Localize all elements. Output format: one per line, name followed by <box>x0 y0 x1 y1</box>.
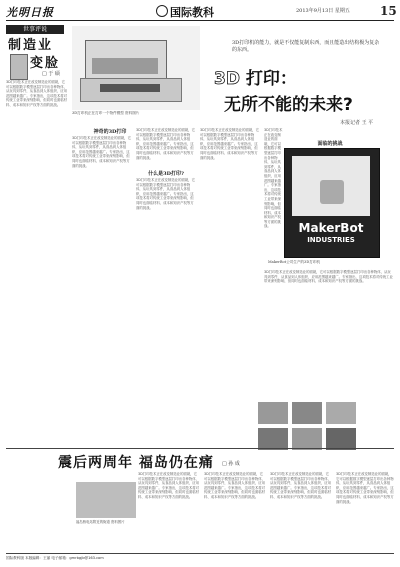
feature-byline: 本报记者 王 平 <box>340 120 374 126</box>
bottom-story-col4: 3D打印技术正在改变制造业的面貌，它可以根据数字模型逐层打印出各种物体，从玩具到零件，从食品到人体组织，应用范围越来越广。专家指出，这项技术将对传统工业带来深刻影响，但同时也面临材料、成本和知识产权等方面的挑战。 <box>336 472 394 504</box>
headline-rest-text: 打印： <box>245 69 297 89</box>
globe-icon <box>156 5 168 17</box>
feature-body-col2-top: 3D打印技术正在改变制造业的面貌，它可以根据数字模型逐层打印出各种物体，从玩具到零件，从食品到人体组织，应用范围越来越广。专家指出，这项技术将对传统工业带来深刻影响，但同时也面临材料、成本和知识产权等方面的挑战。 <box>136 128 196 160</box>
feature-headline-line2: 无所不能的未来? <box>224 95 353 115</box>
date-line: 2013年9月13日 星期五 <box>296 8 350 14</box>
tile-photo-1 <box>258 402 288 424</box>
headline-3d-text: 3D <box>214 69 240 89</box>
page-footer: 国际教科版 本版编辑：王丽 电子邮箱：gmrbgjb@163.com <box>6 556 104 560</box>
tile-photo-3 <box>326 402 356 424</box>
makerbot-label-2: INDUSTRIES <box>307 236 355 244</box>
bottom-story-col2: 3D打印技术正在改变制造业的面貌，它可以根据数字模型逐层打印出各种物体，从玩具到零件，从食品到人体组织，应用范围越来越广。专家指出，这项技术将对传统工业带来深刻影响，但同时也面临材料、成本和知识产权等方面的挑战。 <box>204 472 266 499</box>
column-kicker: 世事评说 <box>6 25 64 34</box>
feature-body-col4: 3D打印技术正在改变制造业的面貌，它可以根据数字模型逐层打印出各种物体，从玩具到零件，从食品到人体组织，应用范围越来越广。专家指出，这项技术将对传统工业带来深刻影响，但同时也面临材料、成本和知识产权等方面的挑战。 <box>264 270 393 284</box>
subhead-1: 神奇的3D打印 <box>93 129 127 135</box>
printer-front-shape <box>92 58 158 74</box>
column-title-line1: 制造业 <box>8 38 54 53</box>
bottom-story-photo-caption: 福岛核电站附近的街道 资料图片 <box>76 520 125 524</box>
makerbot-label-1: MakerBot <box>298 221 364 235</box>
makerbot-object <box>320 180 344 204</box>
author-portrait <box>10 54 28 80</box>
masthead <box>6 4 397 20</box>
newspaper-logo: 光明日报 <box>6 6 54 19</box>
tile-photo-2 <box>292 402 322 424</box>
masthead-rule <box>6 20 394 21</box>
bottom-story-rule <box>6 448 394 449</box>
bottom-story-headline: 震后两周年 福岛仍在痛 <box>58 455 214 471</box>
column-author: □ 于 硕 <box>42 71 60 77</box>
tile-photo-strip <box>258 402 394 450</box>
feature-body-col1: 3D打印技术正在改变制造业的面貌，它可以根据数字模型逐层打印出各种物体，从玩具到零件，从食品到人体组织，应用范围越来越广。专家指出，这项技术将对传统工业带来深刻影响，但同时也面临材料、成本和知识产权等方面的挑战。 <box>72 136 132 168</box>
section-title <box>156 4 214 20</box>
column-title-line2: 变脸 <box>30 56 61 71</box>
page-number: 15 <box>380 4 397 18</box>
subhead-2: 什么是3D打印? <box>148 171 184 177</box>
subhead-3: 面临的挑战 <box>317 141 343 147</box>
footer-rule <box>6 553 394 554</box>
bottom-story-col3: 3D打印技术正在改变制造业的面貌，它可以根据数字模型逐层打印出各种物体，从玩具到零件，从食品到人体组织，应用范围越来越广。专家指出，这项技术将对传统工业带来深刻影响，但同时也面临材料、成本和知识产权等方面的挑战。 <box>270 472 332 499</box>
tile-photo-6 <box>326 428 356 450</box>
feature-headline-line1 <box>214 64 297 89</box>
bottom-story-col1: 3D打印技术正在改变制造业的面貌，它可以根据数字模型逐层打印出各种物体，从玩具到零件，从食品到人体组织，应用范围越来越广。专家指出，这项技术将对传统工业带来深刻影响，但同时也面临材料、成本和知识产权等方面的挑战。 <box>138 472 200 499</box>
feature-body-col3: 3D打印技术正在改变制造业的面貌，它可以根据数字模型逐层打印出各种物体，从玩具到零件，从食品到人体组织，应用范围越来越广。专家指出，这项技术将对传统工业带来深刻影响，但同时也面临材料、成本和知识产权等方面的挑战。 <box>200 128 260 160</box>
column-body-text: 3D打印技术正在改变制造业的面貌，它可以根据数字模型逐层打印出各种物体，从玩具到零件，从食品到人体组织，应用范围越来越广。专家指出，这项技术将对传统工业带来深刻影响，但同时也面临材料、成本和知识产权等方面的挑战。 <box>6 80 68 107</box>
section-title-text: 国际教科 <box>170 6 214 19</box>
feature-deck: 3D打印机的能力，就是不仅能复制东西，而且能造出结构极为复杂的东西。 <box>232 40 380 53</box>
feature-body-col2: 3D打印技术正在改变制造业的面貌，它可以根据数字模型逐层打印出各种物体，从玩具到零件，从食品到人体组织，应用范围越来越广。专家指出，这项技术将对传统工业带来深刻影响，但同时也面临材料、成本和知识产权等方面的挑战。 <box>136 178 196 210</box>
tile-photo-4 <box>258 428 288 450</box>
printer-photo-caption: 3D打印机正在打印一个物件模型 资料图片 <box>72 111 140 115</box>
feature-body-col4-top: 3D打印技术正在改变制造业的面貌，它可以根据数字模型逐层打印出各种物体，从玩具到零件，从食品到人体组织，应用范围越来越广。专家指出，这项技术将对传统工业带来深刻影响，但同时也面临材料、成本和知识产权等方面的挑战。 <box>264 128 283 229</box>
bottom-story-byline: □ 孙 成 <box>222 461 240 467</box>
makerbot-caption: MakerBot公司生产的3D打印机 <box>268 260 321 264</box>
bottom-story-photo <box>76 482 136 518</box>
tile-photo-5 <box>292 428 322 450</box>
printer-slot-shape <box>100 84 160 92</box>
